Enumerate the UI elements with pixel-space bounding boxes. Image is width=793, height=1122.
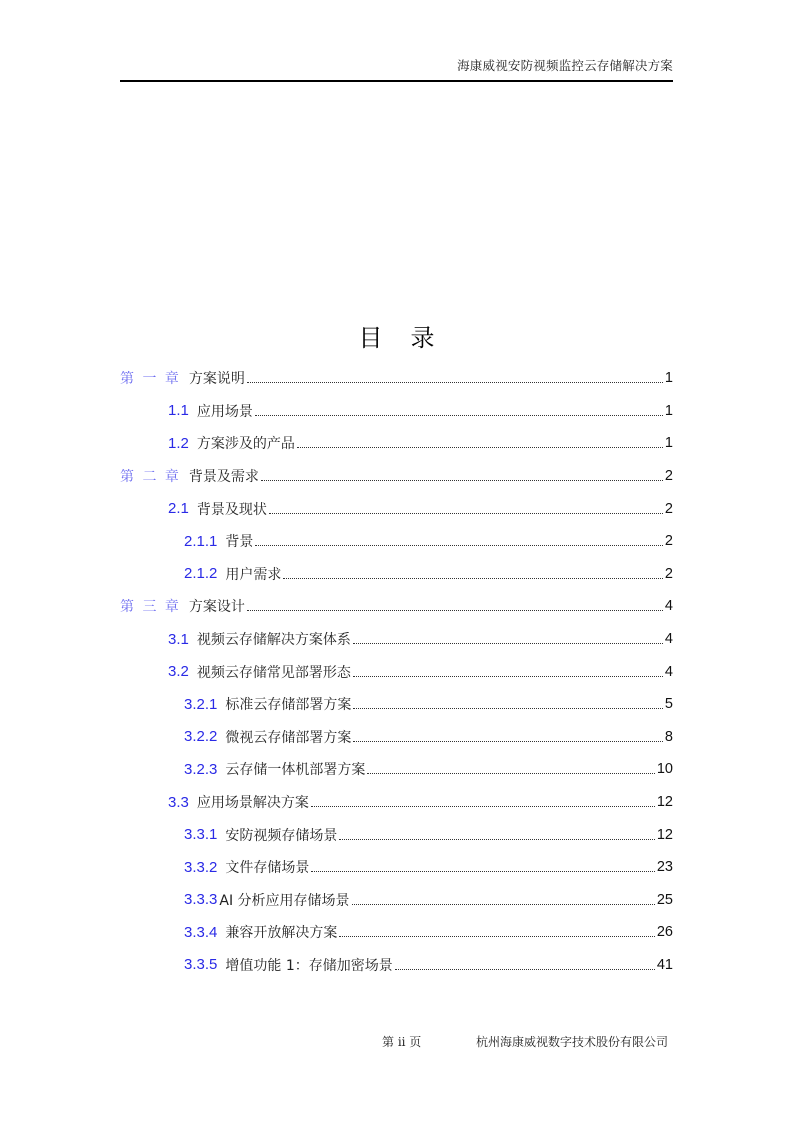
toc-entry-page: 12 <box>656 826 673 843</box>
toc-entry-title: 背景及需求 <box>188 469 259 486</box>
dot-leader <box>297 446 663 448</box>
toc-entry-chapter-3[interactable] <box>120 590 673 623</box>
toc-entry-page: 2 <box>664 500 673 517</box>
toc-entry-page: 4 <box>664 631 673 648</box>
toc-entry-3-3-1[interactable] <box>120 818 673 851</box>
running-header-title: 海康威视安防视频监控云存储解决方案 <box>457 58 673 73</box>
dot-leader <box>311 870 654 872</box>
toc-entry-3-1[interactable] <box>120 623 673 656</box>
dot-leader <box>247 609 663 611</box>
toc-entry-title: 方案涉及的产品 <box>196 436 295 453</box>
dot-leader <box>311 805 655 807</box>
toc-entry-number: 3.3.1 <box>184 826 218 844</box>
toc-entry-1-2[interactable] <box>120 427 673 460</box>
toc-entry-title: 文件存储场景 <box>225 860 310 877</box>
dot-leader <box>339 935 654 937</box>
toc-heading <box>0 318 793 353</box>
toc-entry-page: 2 <box>664 533 673 550</box>
dot-leader <box>353 675 663 677</box>
toc-entry-title: 背景及现状 <box>196 501 267 518</box>
toc-entry-title: 方案说明 <box>188 371 245 388</box>
dot-leader <box>261 479 663 481</box>
toc-entry-page: 10 <box>656 761 673 778</box>
toc-entry-number: 3.2.3 <box>184 760 218 778</box>
toc-entry-1-1[interactable] <box>120 395 673 428</box>
toc-entry-page: 41 <box>656 956 673 973</box>
toc-entry-3-2-1[interactable] <box>120 688 673 721</box>
toc-entry-title: 视频云存储常见部署形态 <box>196 664 351 681</box>
toc-entry-title: 安防视频存储场景 <box>225 827 338 844</box>
dot-leader <box>339 838 654 840</box>
toc-entry-3-3-5[interactable] <box>120 949 673 982</box>
toc-entry-title: 视频云存储解决方案体系 <box>196 632 351 649</box>
toc-entry-2-1-2[interactable] <box>120 558 673 591</box>
toc-entry-title: AI 分析应用存储场景 <box>219 892 350 909</box>
toc-entry-title: 标准云存储部署方案 <box>225 697 352 714</box>
toc-entry-page: 4 <box>664 598 673 615</box>
toc-entry-number: 3.2 <box>168 663 189 681</box>
dot-leader <box>255 414 663 416</box>
toc-entry-number: 1.1 <box>168 402 189 420</box>
dot-leader <box>352 903 655 905</box>
toc-entry-title: 应用场景解决方案 <box>196 795 309 812</box>
toc-entry-number: 3.2.2 <box>184 728 218 746</box>
toc-entry-3-2[interactable] <box>120 655 673 688</box>
toc-entry-title: 微视云存储部署方案 <box>225 729 352 746</box>
toc-entry-title: 增值功能 1：存储加密场景 <box>225 957 393 974</box>
dot-leader <box>283 577 663 579</box>
toc-entry-number: 第 二 章 <box>120 469 181 486</box>
toc-entry-page: 1 <box>664 370 673 387</box>
toc-heading-char-2: 录 <box>410 324 435 352</box>
toc-entry-3-3-4[interactable] <box>120 916 673 949</box>
toc-entry-page: 5 <box>664 696 673 713</box>
dot-leader <box>353 740 663 742</box>
toc-entry-3-2-2[interactable] <box>120 721 673 754</box>
toc-entry-number: 第 三 章 <box>120 599 181 616</box>
toc-entry-page: 1 <box>664 435 673 452</box>
toc-entry-number: 2.1.2 <box>184 565 218 583</box>
toc-entry-number: 3.3.4 <box>184 923 218 941</box>
toc-entry-page: 1 <box>664 402 673 419</box>
toc-entry-chapter-1[interactable] <box>120 362 673 395</box>
footer-company-name: 杭州海康威视数字技术股份有限公司 <box>476 1035 669 1049</box>
toc-entry-number: 3.3.5 <box>184 956 218 974</box>
toc-entry-number: 3.1 <box>168 630 189 648</box>
toc-entry-title: 方案设计 <box>188 599 245 616</box>
dot-leader <box>395 968 655 970</box>
toc-entry-number: 1.2 <box>168 434 189 452</box>
toc-entry-page: 8 <box>664 728 673 745</box>
footer-page-number: 第 ii 页 <box>382 1035 422 1049</box>
toc-entry-page: 12 <box>656 794 673 811</box>
toc-entry-number: 3.3.3 <box>184 891 218 909</box>
dot-leader <box>367 772 654 774</box>
toc-entry-title: 背景 <box>225 534 254 551</box>
toc-entry-3-2-3[interactable] <box>120 753 673 786</box>
toc-entry-2-1-1[interactable] <box>120 525 673 558</box>
toc-entry-number: 2.1.1 <box>184 532 218 550</box>
toc-entry-title: 兼容开放解决方案 <box>225 925 338 942</box>
table-of-contents <box>120 362 673 981</box>
toc-entry-3-3[interactable] <box>120 786 673 819</box>
toc-entry-title: 云存储一体机部署方案 <box>225 762 366 779</box>
toc-entry-2-1[interactable] <box>120 492 673 525</box>
dot-leader <box>353 707 663 709</box>
header-divider <box>120 80 673 82</box>
toc-entry-number: 2.1 <box>168 500 189 518</box>
dot-leader <box>269 512 663 514</box>
toc-entry-number: 3.3 <box>168 793 189 811</box>
toc-entry-page: 26 <box>656 924 673 941</box>
toc-entry-number: 3.2.1 <box>184 695 218 713</box>
toc-entry-3-3-3[interactable] <box>120 884 673 917</box>
toc-entry-title: 用户需求 <box>225 566 282 583</box>
toc-entry-title: 应用场景 <box>196 403 253 420</box>
toc-heading-char-1: 目 <box>358 324 383 352</box>
toc-entry-page: 2 <box>664 565 673 582</box>
toc-entry-chapter-2[interactable] <box>120 460 673 493</box>
toc-entry-page: 23 <box>656 859 673 876</box>
toc-entry-number: 第 一 章 <box>120 371 181 388</box>
dot-leader <box>353 642 663 644</box>
toc-entry-page: 2 <box>664 468 673 485</box>
dot-leader <box>255 544 663 546</box>
toc-entry-page: 4 <box>664 663 673 680</box>
toc-entry-number: 3.3.2 <box>184 858 218 876</box>
toc-entry-page: 25 <box>656 891 673 908</box>
dot-leader <box>247 381 663 383</box>
toc-entry-3-3-2[interactable] <box>120 851 673 884</box>
